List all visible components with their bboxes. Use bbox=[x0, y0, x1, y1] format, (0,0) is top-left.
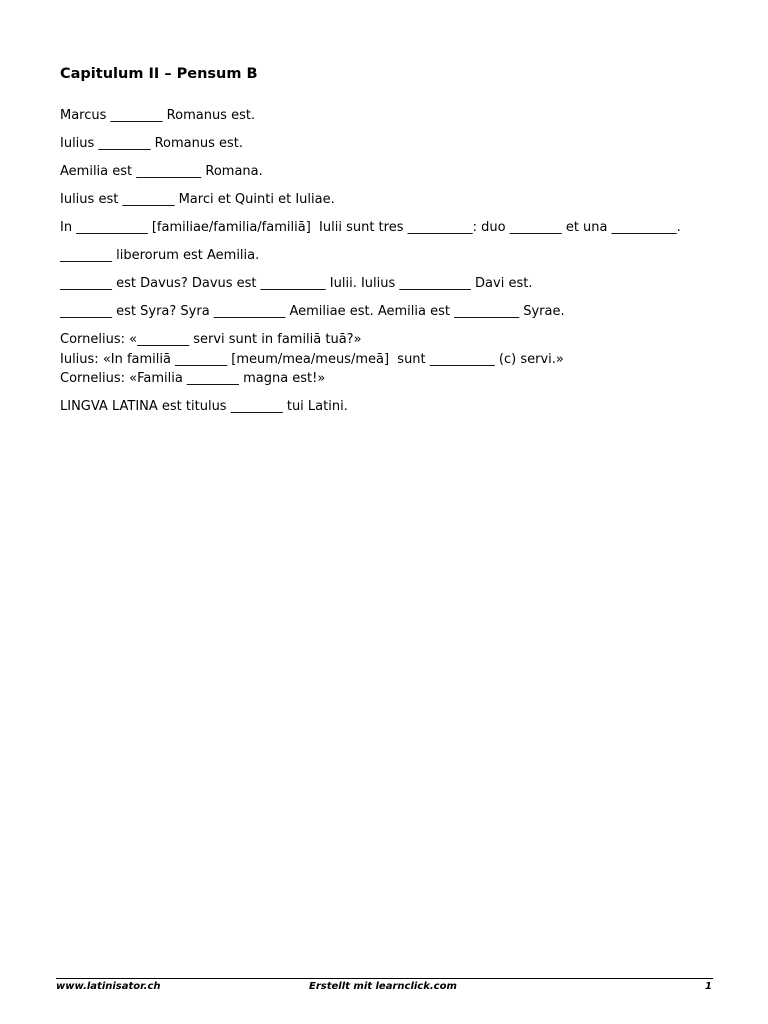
exercise-line-last: LINGVA LATINA est titulus ________ tui Latini. bbox=[60, 399, 348, 414]
dialogue-block bbox=[60, 330, 740, 389]
footer-website: www.latinisator.ch bbox=[56, 981, 161, 992]
exercise-line-7: ________ est Davus? Davus est __________ Iulii. Iulius ___________ Davi est. bbox=[60, 276, 533, 291]
exercise-line-8: ________ est Syra? Syra ___________ Aemiliae est. Aemilia est __________ Syrae. bbox=[60, 304, 565, 319]
exercise-line-5: In ___________ [familiae/familia/familiā] Iulii sunt tres __________: duo ________ et una __________. bbox=[60, 220, 681, 235]
exercise-line-6: ________ liberorum est Aemilia. bbox=[60, 248, 260, 263]
exercise-line-1: Marcus ________ Romanus est. bbox=[60, 108, 256, 123]
dialogue-line-2: Iulius: «In familiā ________ [meum/mea/meus/meā] sunt __________ (c) servi.» bbox=[60, 351, 564, 367]
page-title: Capitulum II – Pensum B bbox=[60, 66, 258, 82]
exercise-line-3: Aemilia est __________ Romana. bbox=[60, 164, 263, 179]
exercise-line-4: Iulius est ________ Marci et Quinti et Iuliae. bbox=[60, 192, 335, 207]
page-number: 1 bbox=[705, 981, 712, 992]
exercise-line-2: Iulius ________ Romanus est. bbox=[60, 136, 243, 151]
exercise-body bbox=[60, 106, 740, 425]
dialogue-line-1: Cornelius: «________ servi sunt in familiā tuā?» bbox=[60, 332, 362, 347]
footer-divider bbox=[56, 978, 713, 979]
footer-credit: Erstellt mit learnclick.com bbox=[309, 981, 457, 992]
dialogue-line-3: Cornelius: «Familia ________ magna est!» bbox=[60, 371, 326, 386]
